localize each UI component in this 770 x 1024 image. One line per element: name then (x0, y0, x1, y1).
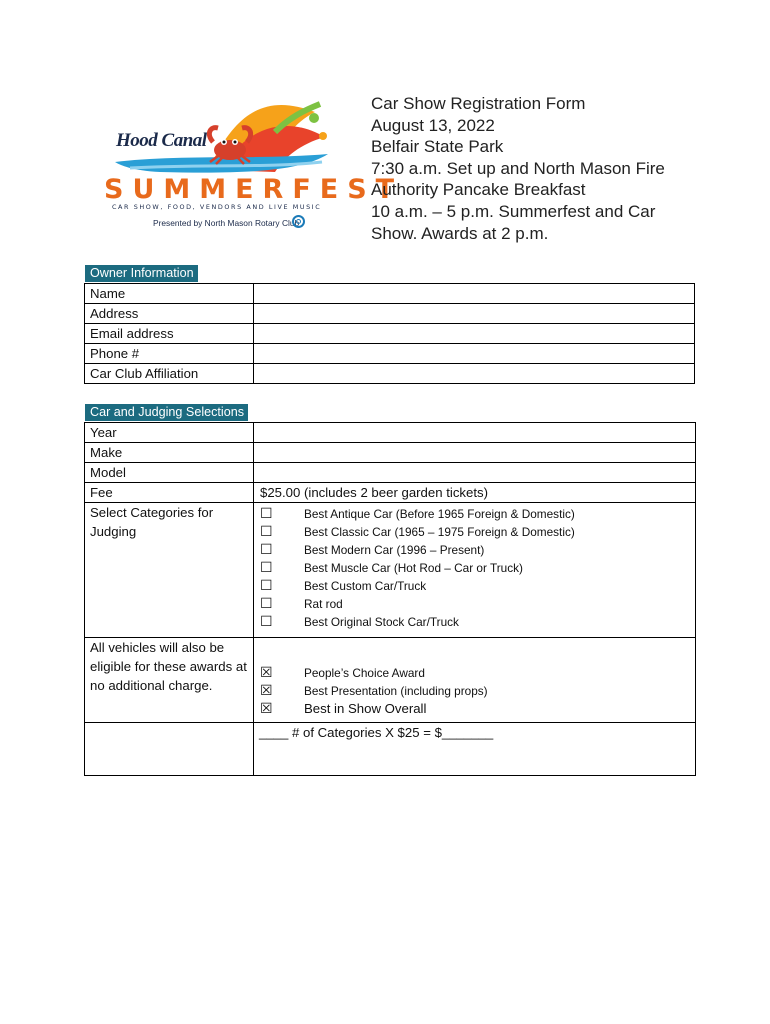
model-field[interactable] (254, 463, 696, 483)
car-judging-table (84, 422, 696, 776)
field-label: Fee (85, 483, 254, 503)
category-label: Best Muscle Car (Hot Rod – Car or Truck) (304, 561, 523, 575)
logo-summerfest: SUMMERFEST (104, 174, 404, 205)
table-row (85, 483, 696, 503)
field-label: Phone # (85, 344, 254, 364)
awards-note: All vehicles will also be eligible for these awards at no additional charge. (85, 638, 254, 723)
event-date: August 13, 2022 (371, 115, 495, 135)
checkbox-icon[interactable]: ☐ (260, 596, 273, 612)
event-line: Authority Pancake Breakfast (371, 180, 586, 200)
category-label: Best Original Stock Car/Truck (304, 615, 459, 629)
category-option[interactable] (254, 595, 695, 613)
checkbox-icon[interactable]: ☐ (260, 524, 273, 540)
owner-info-heading: Owner Information (85, 265, 198, 282)
logo-hood-canal: Hood Canal (116, 130, 207, 151)
year-field[interactable] (254, 423, 696, 443)
category-option[interactable] (254, 577, 695, 595)
table-row (85, 443, 696, 463)
event-line: Show. Awards at 2 p.m. (371, 223, 549, 243)
awards-cell (254, 638, 696, 723)
category-label: Best Custom Car/Truck (304, 579, 427, 593)
award-option (254, 700, 695, 718)
category-list (254, 503, 695, 637)
award-label: Best Presentation (including props) (304, 684, 488, 698)
car-judging-heading: Car and Judging Selections (85, 404, 248, 421)
award-label: Best in Show Overall (304, 701, 427, 716)
make-field[interactable] (254, 443, 696, 463)
event-info (371, 93, 701, 244)
category-option[interactable] (254, 559, 695, 577)
field-label: Name (85, 284, 254, 304)
field-label: Car Club Affiliation (85, 364, 254, 384)
rotary-wheel-icon (292, 215, 305, 228)
award-list (254, 638, 695, 722)
phone-field[interactable] (254, 344, 695, 364)
name-field[interactable] (254, 284, 695, 304)
empty-cell (85, 723, 254, 776)
checked-box-icon: ☒ (260, 701, 273, 717)
table-row (85, 423, 696, 443)
fee-calculation[interactable]: ____ # of Categories X $25 = $_______ (254, 723, 696, 776)
owner-info-table (84, 283, 695, 384)
checkbox-icon[interactable]: ☐ (260, 614, 273, 630)
table-row (85, 324, 695, 344)
category-option[interactable] (254, 505, 695, 523)
address-field[interactable] (254, 304, 695, 324)
field-label: Model (85, 463, 254, 483)
checked-box-icon: ☒ (260, 665, 273, 681)
table-row (85, 723, 696, 776)
table-row (85, 344, 695, 364)
category-label: Best Modern Car (1996 – Present) (304, 543, 485, 557)
category-option[interactable] (254, 523, 695, 541)
logo-tagline: CAR SHOW, FOOD, VENDORS AND LIVE MUSIC (112, 203, 322, 211)
field-label: Email address (85, 324, 254, 344)
category-label: Best Antique Car (Before 1965 Foreign & Domestic) (304, 507, 575, 521)
event-line: 10 a.m. – 5 p.m. Summerfest and Car (371, 201, 656, 221)
field-label: Address (85, 304, 254, 324)
award-label: People’s Choice Award (304, 666, 425, 680)
table-row (85, 284, 695, 304)
summerfest-logo (100, 92, 404, 242)
checked-box-icon: ☒ (260, 683, 273, 699)
event-line: 7:30 a.m. Set up and North Mason Fire (371, 158, 665, 178)
event-location: Belfair State Park (371, 137, 504, 157)
field-label: Year (85, 423, 254, 443)
table-row (85, 638, 696, 723)
fee-value: $25.00 (includes 2 beer garden tickets) (254, 483, 696, 503)
category-label: Best Classic Car (1965 – 1975 Foreign & Domestic) (304, 525, 575, 539)
field-label: Make (85, 443, 254, 463)
form-title: Car Show Registration Form (371, 94, 586, 113)
categories-label: Select Categories for Judging (85, 503, 254, 638)
category-option[interactable] (254, 613, 695, 631)
checkbox-icon[interactable]: ☐ (260, 578, 273, 594)
categories-cell (254, 503, 696, 638)
checkbox-icon[interactable]: ☐ (260, 560, 273, 576)
category-option[interactable] (254, 541, 695, 559)
table-row (85, 364, 695, 384)
car-club-field[interactable] (254, 364, 695, 384)
table-row (85, 304, 695, 324)
award-option (254, 682, 695, 700)
email-field[interactable] (254, 324, 695, 344)
table-row (85, 463, 696, 483)
checkbox-icon[interactable]: ☐ (260, 542, 273, 558)
award-option (254, 664, 695, 682)
category-label: Rat rod (304, 597, 343, 611)
logo-presented-by: Presented by North Mason Rotary Club (153, 218, 300, 228)
table-row (85, 503, 696, 638)
checkbox-icon[interactable]: ☐ (260, 506, 273, 522)
